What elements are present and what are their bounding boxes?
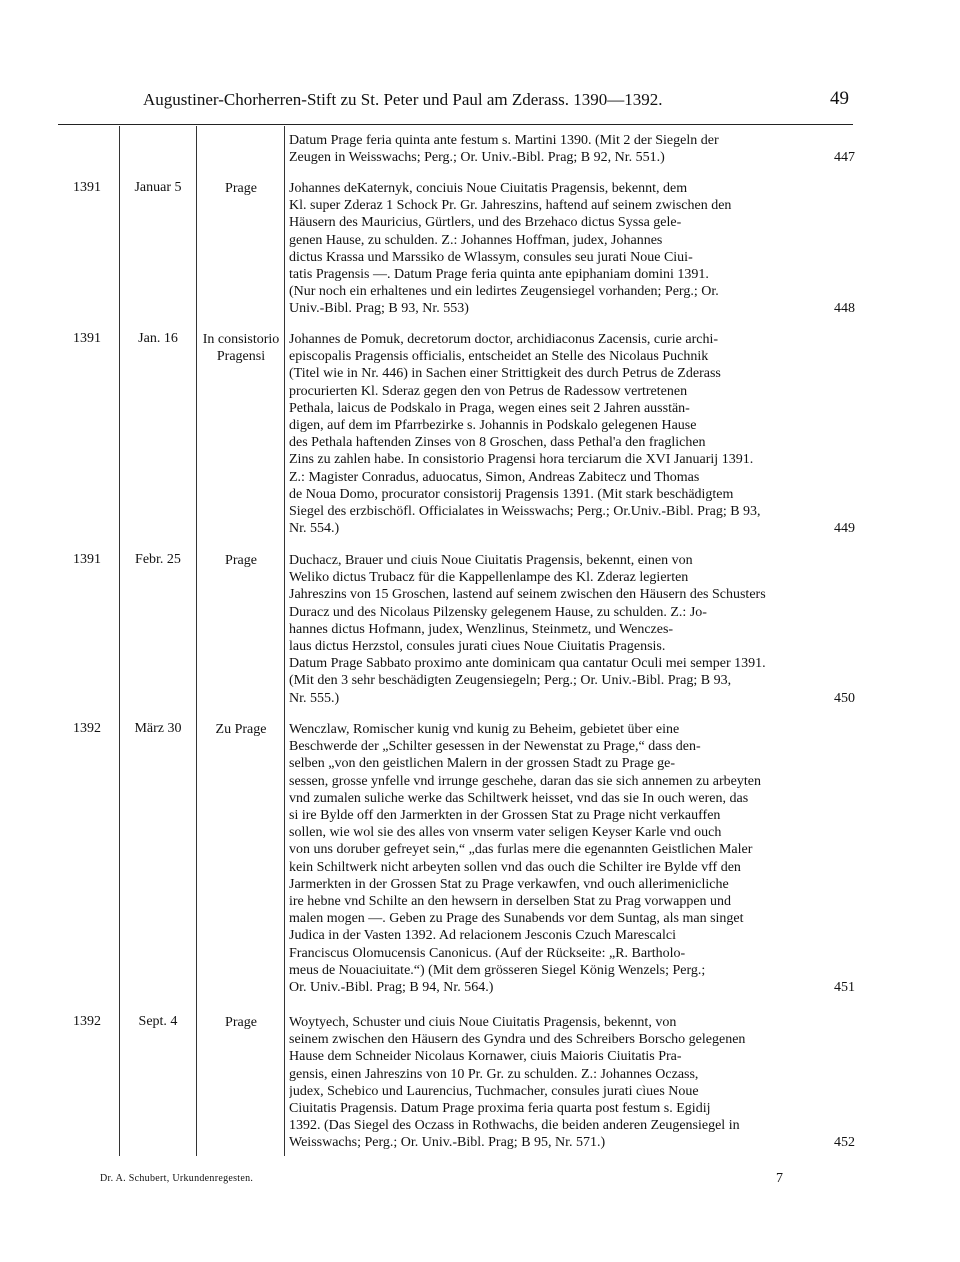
text-line: gensis, einen Jahreszins von 10 Pr. Gr. zu schulden. Z.: Johannes Oczass, <box>289 1066 699 1082</box>
text-line <box>289 300 855 317</box>
text-line: hannes dictus Hofmann, judex, Wenzlinus, Steinmetz, und Wenczes- <box>289 621 674 637</box>
entry-place: Prage <box>225 553 257 568</box>
entry-place: Zu Prage <box>215 722 267 737</box>
text-line: (Nur noch ein erhaltenes und ein ledirtes Zeugensiegel vorhanden; Perg.; Or. <box>289 284 719 300</box>
text-line: vnd zumalen suliche werke das Schiltwerk heisset, vnd das sie In ouch weren, das <box>289 790 749 806</box>
entry-452-text <box>289 1014 855 1152</box>
page-number: 49 <box>830 88 849 109</box>
text-line: si ire Bylde off den Jarmerkten in der Grossen Stat zu Prage nicht verkauffen <box>289 808 721 824</box>
text-line: Wenczlaw, Romischer kunig vnd kunig zu Beheim, gebietet über eine <box>289 722 680 737</box>
entry-449-text <box>289 331 855 537</box>
header-rule <box>58 124 853 125</box>
text-line: laus dictus Herzstol, consules jurati cìues Noue Ciuitatis Pragensis. <box>289 639 666 655</box>
text-line: Duchacz, Brauer und ciuis Noue Ciuitatis Pragensis, bekennt, einen von <box>289 553 693 568</box>
text-line: tatis Pragensis —. Datum Prage feria quinta ante epiphaniam domini 1391. <box>289 267 709 283</box>
entry-448-text <box>289 180 855 318</box>
text-line: Johannes de Pomuk, decretorum doctor, archidiaconus Zacensis, curie archi- <box>289 332 719 347</box>
text-line: Franciscus Olomucensis Canonicus. (Auf der Rückseite: „R. Bartholo- <box>289 945 686 961</box>
entry-place: In consistorio Pragensi <box>202 332 280 364</box>
text-line: de Noua Domo, procurator consistorij Pragensis 1391. (Mit stark beschädigtem <box>289 486 734 502</box>
text-line: Beschwerde der „Schilter gesessen in der Newenstat zu Prage,“ dass den- <box>289 739 701 755</box>
text-line: Univ.-Bibl. Prag; B 93, Nr. 553) <box>289 301 469 317</box>
entry-date: Sept. 4 <box>138 1014 178 1029</box>
text-line: sessen, grosse ynfelle vnd irrunge geschehe, daran das sie sich annemen zu arbeyten <box>289 773 761 789</box>
text-line: Pethala, laicus de Podskalo in Praga, wegen eines seit 2 Jahren ausstän- <box>289 400 690 416</box>
text-line: malen mogen —. Geben zu Prage des Sunabends vor dem Suntag, als man singet <box>289 911 744 927</box>
continuation-text <box>289 132 855 166</box>
text-line: sollen, wie wol sie des alles von vnserm vater seligen Keyser Karle vnd ouch <box>289 825 722 841</box>
entry-year: 1392 <box>73 1014 101 1029</box>
entry-450-text <box>289 552 855 707</box>
entry-place: Prage <box>225 1015 257 1030</box>
regest-number: 449 <box>834 521 855 537</box>
text-line: meus de Nouaciuitate.“) (Mit dem grösseren Siegel König Wenzels; Perg.; <box>289 962 706 978</box>
text-line: Weisswachs; Perg.; Or. Univ.-Bibl. Prag; B 95, Nr. 571.) <box>289 1135 606 1151</box>
footer-signature-mark: 7 <box>776 1171 783 1186</box>
page-header <box>143 88 855 118</box>
entry-date: Jan. 16 <box>138 331 178 346</box>
text-line: Datum Prage Sabbato proximo ante dominicam qua cantatur Oculi mei semper 1391. <box>289 656 766 672</box>
column-divider-place <box>284 126 285 1156</box>
text-line: genen Hause, zu schulden. Z.: Johannes Hoffman, judex, Johannes <box>289 232 663 248</box>
text-line: Judica in der Vasten 1392. Ad relacionem Jesconis Czuch Marescalci <box>289 928 676 944</box>
regest-number: 451 <box>834 980 855 996</box>
text-line: Kl. super Zderaz 1 Schock Pr. Gr. Jahreszins, haftend auf seinem zwischen den <box>289 198 732 214</box>
text-line: (Mit den 3 sehr beschädigten Zeugensiegeln; Perg.; Or. Univ.-Bibl. Prag; B 93, <box>289 673 732 689</box>
text-line: Woytyech, Schuster und ciuis Noue Ciuitatis Pragensis, bekennt, von <box>289 1015 677 1030</box>
text-line: (Titel wie in Nr. 446) in Sachen einer Strittigkeit des durch Petrus de Zderass <box>289 366 721 382</box>
text-line <box>289 149 855 166</box>
regest-number: 450 <box>834 690 855 706</box>
entry-year: 1391 <box>73 552 101 567</box>
regest-number: 448 <box>834 301 855 317</box>
text-line: ire hebne vnd Schilte an den hewsern in derselben Stat zu Prag vorwappen und <box>289 894 732 910</box>
text-line: Duracz und des Nicolaus Pilzensky gelegenem Hause, zu schulden. Z.: Jo- <box>289 604 707 620</box>
entry-451-text <box>289 721 855 996</box>
entry-date: März 30 <box>134 721 182 736</box>
text-line: Häusern des Mauricius, Gürtlers, und des Brzehaco dictus Syssa gele- <box>289 215 682 231</box>
text-line: des Pethala haftenden Zinses von 8 Groschen, dass Pethal'a den fraglichen <box>289 435 706 451</box>
text-line: seinem zwischen den Häusern des Gyndra und des Schreibers Borscho gelegenen <box>289 1032 746 1048</box>
entry-year: 1391 <box>73 180 101 195</box>
text-line: kein Schiltwerk nicht arbeyten sollen vnd das ouch die Schilter ire Bylde vff den <box>289 859 741 875</box>
text-line: Hause dem Schneider Nicolaus Kornawer, ciuis Maioris Ciuitatis Pra- <box>289 1049 682 1065</box>
text-line: 1392. (Das Siegel des Oczass in Rothwachs, die beiden anderen Zeugensiegel in <box>289 1118 740 1134</box>
entry-year: 1391 <box>73 331 101 346</box>
text-line: Jahreszins von 15 Groschen, lastend auf seinem zwischen den Häusern des Schusters <box>289 587 766 603</box>
text-line: Ciuitatis Pragensis. Datum Prage proxima feria quarta post festum s. Egidij <box>289 1101 711 1117</box>
column-divider-date <box>196 126 197 1156</box>
text-line: Weliko dictus Trubacz für die Kappellenlampe des Kl. Zderaz legierten <box>289 570 689 586</box>
text-line <box>289 690 855 707</box>
text-line: judex, Schebico und Laurencius, Tuchmacher, consules jurati cìues Noue <box>289 1083 699 1099</box>
entry-place: Prage <box>225 181 257 196</box>
entry-year: 1392 <box>73 721 101 736</box>
text-line <box>289 520 855 537</box>
text-line: episcopalis Pragensis officialis, entscheidet an Stelle des Nicolaus Puchnik <box>289 349 709 365</box>
column-divider-year <box>119 126 120 1156</box>
regest-number: 447 <box>834 150 855 166</box>
regest-number: 452 <box>834 1135 855 1151</box>
entry-date: Januar 5 <box>134 180 182 195</box>
text-line: procurierten Kl. Sderaz gegen den von Petrus de Radessow vertretenen <box>289 383 688 399</box>
text-line: selben „von den geistlichen Malern in der grossen Stadt zu Prage ge- <box>289 756 676 772</box>
text-line: Johannes deKaternyk, conciuis Noue Ciuitatis Pragensis, bekennt, dem <box>289 181 688 196</box>
text-line <box>289 1134 855 1151</box>
text-line: Nr. 555.) <box>289 690 340 706</box>
text-line <box>289 979 855 996</box>
text-line: von uns doruber gefreyet sein,“ „das furlas mere die egenannten Geistlichen Maler <box>289 842 753 858</box>
text-line: Zins zu zahlen habe. In consistorio Pragensi hora terciarum die XVI Januarij 1391. <box>289 452 754 468</box>
text-line: dictus Krassa und Marssiko de Wlassym, consules seu jurati Noue Ciui- <box>289 249 693 265</box>
text-line: Jarmerkten in der Grossen Stat zu Prage verkawfen, vnd ouch allerimenicliche <box>289 876 729 892</box>
text-line: Z.: Magister Conradus, aduocatus, Simon, Andreas Zabitecz und Thomas <box>289 469 700 485</box>
text-line: Siegel des erzbischöfl. Officialates in Weisswachs; Perg.; Or.Univ.-Bibl. Prag; B 93, <box>289 504 761 520</box>
running-title: Augustiner-Chorherren-Stift zu St. Peter und Paul am Zderass. 1390—1392. <box>143 90 663 109</box>
text-line: Or. Univ.-Bibl. Prag; B 94, Nr. 564.) <box>289 980 494 996</box>
text-line: Nr. 554.) <box>289 521 340 537</box>
text-line: Datum Prage feria quinta ante festum s. Martini 1390. (Mit 2 der Siegeln der <box>289 133 719 148</box>
footer-source: Dr. A. Schubert, Urkundenregesten. <box>100 1173 254 1184</box>
text-line: digen, auf dem im Pfarrbezirke s. Johannis in Podskalo gelegenen Hause <box>289 418 697 434</box>
entry-date: Febr. 25 <box>135 552 181 567</box>
text-line: Zeugen in Weisswachs; Perg.; Or. Univ.-Bibl. Prag; B 92, Nr. 551.) <box>289 150 665 166</box>
